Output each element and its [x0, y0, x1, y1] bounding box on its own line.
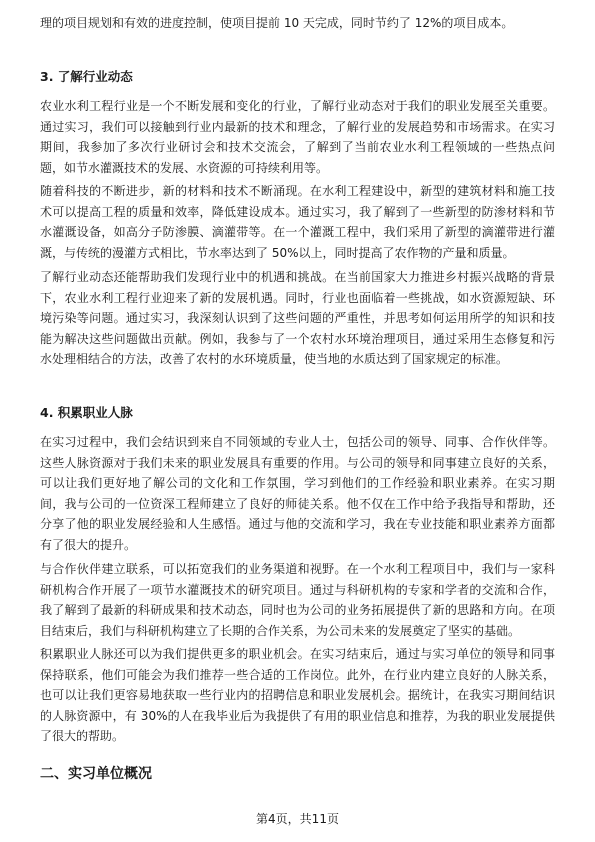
paragraph-network-3: 积累职业人脉还可以为我们提供更多的职业机会。在实习结束后，通过与实习单位的领导和同事保持联系，他们可能会为我们推荐一些合适的工作岗位。此外，在行业内建立良好的人脉关系，也可以让我们更容易地获取一些行业内的招聘信息和职业发展机会。据统计，在我实习期间结识的人脉资源中，有 30%的人在我毕业后为我提供了有用的职业信息和推荐，为我的职业发展提供了很大的帮助。 [40, 647, 555, 743]
heading-unit-overview: 二、实习单位概况 [40, 766, 152, 782]
paragraph-continuation: 理的项目规划和有效的进度控制，使项目提前 10 天完成，同时节约了 12%的项目成本。 [40, 16, 514, 30]
paragraph-industry-1: 农业水利工程行业是一个不断发展和变化的行业，了解行业动态对于我们的职业发展至关重要。通过实习，我们可以接触到行业内最新的技术和理念，了解行业的发展趋势和市场需求。在实习期间，我参加了多次行业研讨会和技术交流会，了解到了当前农业水利工程领域的一些热点问题，如节水灌溉技术的发展、水资源的可持续利用等。 [40, 99, 555, 175]
paragraph-industry-2: 随着科技的不断进步，新的材料和技术不断涌现。在水利工程建设中，新型的建筑材料和施工技术可以提高工程的质量和效率，降低建设成本。通过实习，我了解到了一些新型的防渗材料和节水灌溉设备，如高分子防渗膜、滴灌带等。在一个灌溉工程中，我们采用了新型的滴灌带进行灌溉，与传统的漫灌方式相比，节水率达到了 50%以上，同时提高了农作物的产量和质量。 [40, 184, 555, 260]
heading-career-network: 4. 积累职业人脉 [40, 405, 133, 420]
paragraph-industry-3: 了解行业动态还能帮助我们发现行业中的机遇和挑战。在当前国家大力推进乡村振兴战略的背景下，农业水利工程行业迎来了新的发展机遇。同时，行业也面临着一些挑战，如水资源短缺、环境污染等问题。通过实习，我深刻认识到了这些问题的严重性，并思考如何运用所学的知识和技能为解决这些问题做出贡献。例如，我参与了一个农村水环境治理项目，通过采用生态修复和污水处理相结合的方法，改善了农村的水环境质量，使当地的水质达到了国家规定的标准。 [40, 270, 555, 366]
heading-industry-trends: 3. 了解行业动态 [40, 69, 133, 84]
paragraph-network-2: 与合作伙伴建立联系，可以拓宽我们的业务渠道和视野。在一个水利工程项目中，我们与一家科研机构合作开展了一项节水灌溉技术的研究项目。通过与科研机构的专家和学者的交流和合作，我了解到了最新的科研成果和技术动态，同时也为公司的业务拓展提供了新的思路和方向。在项目结束后，我们与科研机构建立了长期的合作关系，为公司未来的发展奠定了坚实的基础。 [40, 562, 555, 638]
page-number: 第4页，共11页 [256, 812, 339, 826]
paragraph-network-1: 在实习过程中，我们会结识到来自不同领域的专业人士，包括公司的领导、同事、合作伙伴等。这些人脉资源对于我们未来的职业发展具有重要的作用。与公司的领导和同事建立良好的关系，可以让我们更好地了解公司的文化和工作氛围，学习到他们的工作经验和职业素养。在实习期间，我与公司的一位资深工程师建立了良好的师徒关系。他不仅在工作中给予我指导和帮助，还分享了他的职业发展经验和人生感悟。通过与他的交流和学习，我在专业技能和职业素养方面都有了很大的提升。 [40, 435, 555, 552]
